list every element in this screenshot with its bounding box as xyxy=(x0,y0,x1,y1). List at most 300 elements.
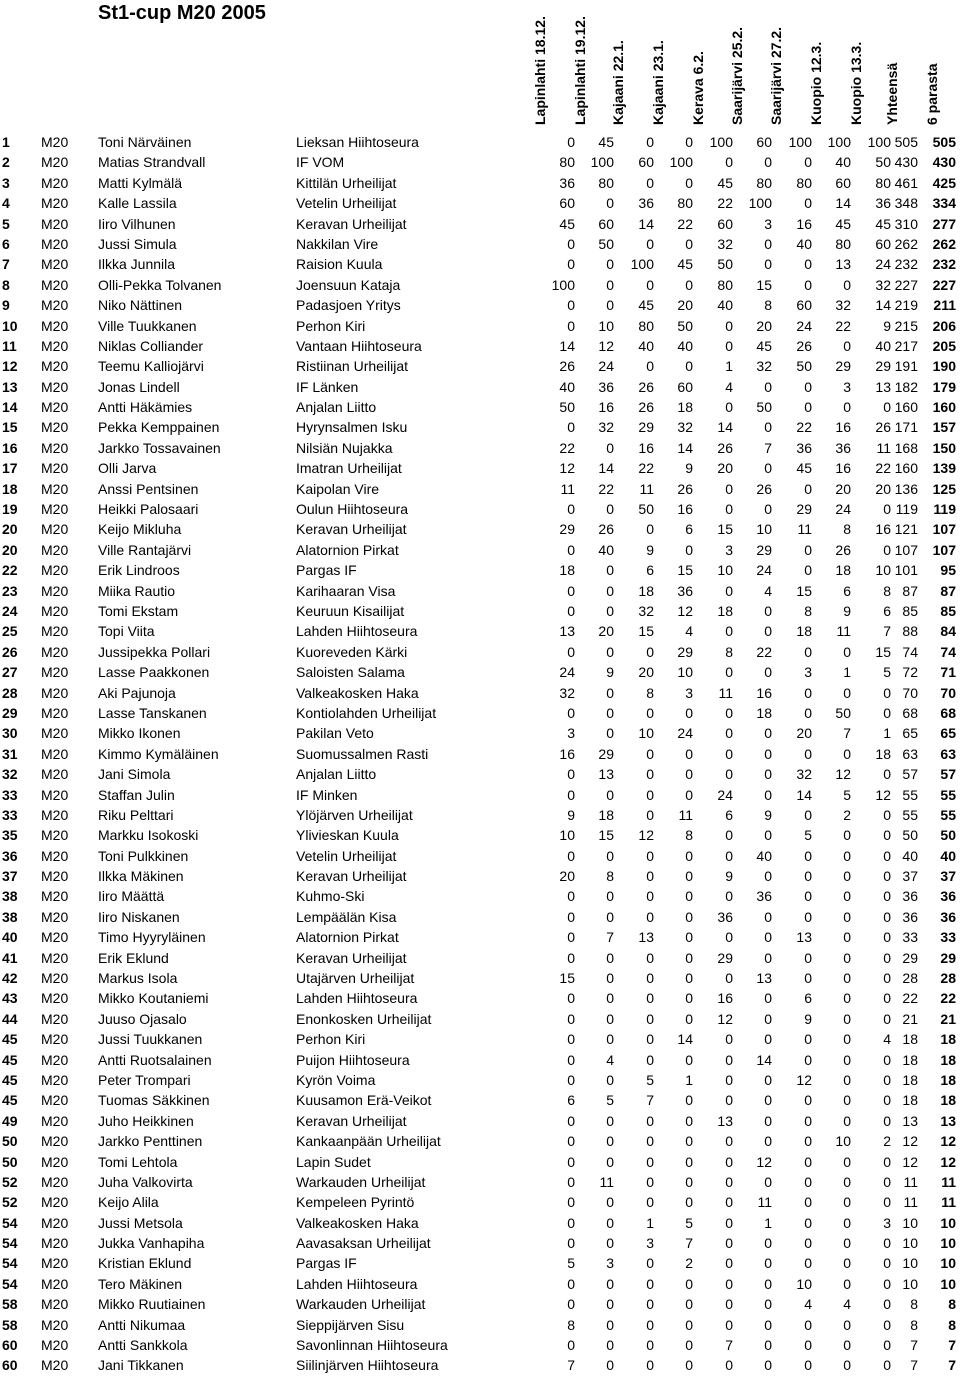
points-cell: 0 xyxy=(685,1194,693,1211)
club-name: Keuruun Kisailijat xyxy=(296,602,405,619)
points-cell: 0 xyxy=(843,1194,851,1211)
points-cell: 0 xyxy=(646,1275,654,1292)
column-header: Yhteensä xyxy=(884,62,900,125)
total-cell: 8 xyxy=(910,1296,918,1313)
points-cell: 60 xyxy=(677,378,693,395)
points-cell: 0 xyxy=(764,1316,772,1333)
points-cell: 3 xyxy=(567,725,575,742)
best-six-cell: 70 xyxy=(940,684,956,701)
total-cell: 182 xyxy=(894,378,918,395)
best-six-cell: 71 xyxy=(940,664,956,681)
table-row xyxy=(0,703,960,723)
total-cell: 33 xyxy=(902,929,918,946)
points-cell: 0 xyxy=(567,501,575,518)
points-cell: 5 xyxy=(685,1214,693,1231)
points-cell: 1 xyxy=(764,1214,772,1231)
points-cell: 0 xyxy=(567,704,575,721)
points-cell: 0 xyxy=(725,1316,733,1333)
points-cell: 0 xyxy=(725,888,733,905)
total-cell: 68 xyxy=(902,704,918,721)
athlete-name: Erik Eklund xyxy=(98,949,169,966)
total-cell: 28 xyxy=(902,970,918,987)
points-cell: 0 xyxy=(764,929,772,946)
club-name: IF Minken xyxy=(296,786,358,803)
points-cell: 0 xyxy=(567,1153,575,1170)
rank-cell: 10 xyxy=(2,317,18,334)
column-header: Kuopio 12.3. xyxy=(808,41,824,125)
points-cell: 0 xyxy=(606,908,614,925)
points-cell: 0 xyxy=(843,1092,851,1109)
points-cell: 0 xyxy=(843,337,851,354)
table-row xyxy=(0,927,960,947)
points-cell: 0 xyxy=(883,1357,891,1374)
total-cell: 37 xyxy=(902,868,918,885)
best-six-cell: 7 xyxy=(948,1357,956,1374)
points-cell: 0 xyxy=(646,1112,654,1129)
points-cell: 9 xyxy=(646,541,654,558)
points-cell: 0 xyxy=(646,949,654,966)
points-cell: 45 xyxy=(598,134,614,150)
points-cell: 0 xyxy=(843,1337,851,1354)
class-cell: M20 xyxy=(41,460,69,477)
points-cell: 6 xyxy=(843,582,851,599)
points-cell: 32 xyxy=(598,419,614,436)
points-cell: 0 xyxy=(764,602,772,619)
points-cell: 0 xyxy=(764,1337,772,1354)
table-row xyxy=(0,499,960,519)
points-cell: 0 xyxy=(646,1316,654,1333)
rank-cell: 54 xyxy=(2,1214,18,1231)
athlete-name: Ville Rantajärvi xyxy=(98,541,192,558)
best-six-cell: 55 xyxy=(940,806,956,823)
best-six-cell: 95 xyxy=(940,562,956,579)
points-cell: 22 xyxy=(835,317,851,334)
best-six-cell: 11 xyxy=(941,1194,956,1211)
points-cell: 0 xyxy=(685,888,693,905)
points-cell: 0 xyxy=(606,501,614,518)
total-cell: 10 xyxy=(902,1275,918,1292)
class-cell: M20 xyxy=(41,1255,69,1272)
total-cell: 160 xyxy=(894,460,918,477)
points-cell: 0 xyxy=(606,786,614,803)
points-cell: 0 xyxy=(883,1071,891,1088)
athlete-name: Ville Tuukkanen xyxy=(98,317,197,334)
points-cell: 18 xyxy=(717,602,733,619)
points-cell: 0 xyxy=(606,1296,614,1313)
points-cell: 50 xyxy=(717,256,733,273)
points-cell: 80 xyxy=(717,276,733,293)
rank-cell: 18 xyxy=(2,480,18,497)
class-cell: M20 xyxy=(41,643,69,660)
points-cell: 0 xyxy=(567,1010,575,1027)
class-cell: M20 xyxy=(41,154,69,171)
points-cell: 24 xyxy=(559,664,575,681)
points-cell: 11 xyxy=(797,521,812,538)
points-cell: 9 xyxy=(685,460,693,477)
points-cell: 14 xyxy=(598,460,614,477)
points-cell: 0 xyxy=(567,582,575,599)
points-cell: 0 xyxy=(685,1275,693,1292)
points-cell: 0 xyxy=(843,868,851,885)
points-cell: 80 xyxy=(756,174,772,191)
points-cell: 24 xyxy=(756,562,772,579)
points-cell: 0 xyxy=(725,1092,733,1109)
club-name: Keravan Urheilijat xyxy=(296,1112,407,1129)
class-cell: M20 xyxy=(41,990,69,1007)
points-cell: 2 xyxy=(685,1255,693,1272)
points-cell: 2 xyxy=(843,806,851,823)
points-cell: 0 xyxy=(804,949,812,966)
points-cell: 0 xyxy=(804,868,812,885)
rank-cell: 20 xyxy=(2,521,18,538)
best-six-cell: 425 xyxy=(932,174,956,191)
class-cell: M20 xyxy=(41,1337,69,1354)
club-name: Lahden Hiihtoseura xyxy=(296,623,418,640)
points-cell: 0 xyxy=(646,1051,654,1068)
points-cell: 10 xyxy=(638,725,654,742)
points-cell: 0 xyxy=(804,1337,812,1354)
points-cell: 0 xyxy=(567,990,575,1007)
points-cell: 0 xyxy=(725,480,733,497)
club-name: IF Länken xyxy=(296,378,359,395)
points-cell: 0 xyxy=(685,1051,693,1068)
points-cell: 9 xyxy=(764,806,772,823)
best-six-cell: 205 xyxy=(932,337,956,354)
best-six-cell: 10 xyxy=(940,1255,956,1272)
best-six-cell: 119 xyxy=(933,501,956,518)
class-cell: M20 xyxy=(41,1010,69,1027)
table-row xyxy=(0,805,960,825)
total-cell: 160 xyxy=(894,399,918,416)
points-cell: 0 xyxy=(764,1010,772,1027)
class-cell: M20 xyxy=(41,297,69,314)
points-cell: 0 xyxy=(804,908,812,925)
total-cell: 7 xyxy=(910,1337,918,1354)
club-name: Pargas IF xyxy=(296,562,357,579)
points-cell: 24 xyxy=(598,358,614,375)
points-cell: 26 xyxy=(717,439,733,456)
points-cell: 0 xyxy=(567,847,575,864)
rank-cell: 16 xyxy=(2,439,18,456)
points-cell: 0 xyxy=(843,399,851,416)
points-cell: 0 xyxy=(646,1010,654,1027)
column-header: Lapinlahti 18.12. xyxy=(532,16,548,125)
points-cell: 15 xyxy=(756,276,772,293)
rank-cell: 23 xyxy=(2,582,18,599)
points-cell: 0 xyxy=(646,1255,654,1272)
points-cell: 9 xyxy=(883,317,891,334)
points-cell: 60 xyxy=(875,235,891,252)
points-cell: 15 xyxy=(677,562,693,579)
table-row xyxy=(0,438,960,458)
points-cell: 100 xyxy=(709,134,733,150)
points-cell: 60 xyxy=(717,215,733,232)
points-cell: 0 xyxy=(804,1051,812,1068)
total-cell: 36 xyxy=(902,888,918,905)
column-header: Kuopio 13.3. xyxy=(848,41,864,125)
points-cell: 0 xyxy=(567,1112,575,1129)
points-cell: 14 xyxy=(677,1031,693,1048)
column-header: 6 parasta xyxy=(924,63,940,125)
total-cell: 40 xyxy=(902,847,918,864)
rank-cell: 20 xyxy=(2,541,18,558)
best-six-cell: 139 xyxy=(932,460,956,477)
points-cell: 0 xyxy=(883,1296,891,1313)
points-cell: 18 xyxy=(559,562,575,579)
class-cell: M20 xyxy=(41,582,69,599)
club-name: Lempäälän Kisa xyxy=(296,908,397,925)
points-cell: 0 xyxy=(843,827,851,844)
table-row xyxy=(0,1009,960,1029)
best-six-cell: 7 xyxy=(948,1337,956,1354)
rank-cell: 19 xyxy=(2,501,18,518)
club-name: Pakilan Veto xyxy=(296,725,374,742)
points-cell: 0 xyxy=(606,276,614,293)
points-cell: 0 xyxy=(606,562,614,579)
points-cell: 15 xyxy=(717,521,733,538)
points-cell: 20 xyxy=(756,317,772,334)
table-row xyxy=(0,1213,960,1233)
points-cell: 11 xyxy=(639,480,654,497)
points-cell: 13 xyxy=(598,766,614,783)
athlete-name: Iiro Vilhunen xyxy=(98,215,176,232)
points-cell: 0 xyxy=(567,929,575,946)
club-name: Keravan Urheilijat xyxy=(296,949,407,966)
club-name: Savonlinnan Hiihtoseura xyxy=(296,1337,448,1354)
rank-cell: 52 xyxy=(2,1173,18,1190)
points-cell: 0 xyxy=(764,908,772,925)
rank-cell: 36 xyxy=(2,847,18,864)
points-cell: 6 xyxy=(804,990,812,1007)
club-name: Vetelin Urheilijat xyxy=(296,195,397,212)
points-cell: 1 xyxy=(725,358,733,375)
club-name: Lahden Hiihtoseura xyxy=(296,1275,418,1292)
class-cell: M20 xyxy=(41,134,69,150)
points-cell: 8 xyxy=(843,521,851,538)
rank-cell: 12 xyxy=(2,358,18,375)
points-cell: 7 xyxy=(883,623,891,640)
points-cell: 0 xyxy=(843,949,851,966)
points-cell: 80 xyxy=(638,317,654,334)
total-cell: 18 xyxy=(902,1071,918,1088)
rank-cell: 54 xyxy=(2,1275,18,1292)
athlete-name: Olli-Pekka Tolvanen xyxy=(98,276,222,293)
athlete-name: Juha Valkovirta xyxy=(98,1173,193,1190)
club-name: IF VOM xyxy=(296,154,345,171)
points-cell: 18 xyxy=(835,562,851,579)
rank-cell: 54 xyxy=(2,1255,18,1272)
points-cell: 50 xyxy=(598,235,614,252)
total-cell: 55 xyxy=(902,806,918,823)
points-cell: 8 xyxy=(646,684,654,701)
points-cell: 0 xyxy=(567,256,575,273)
club-name: Ylöjärven Urheilijat xyxy=(296,806,413,823)
points-cell: 16 xyxy=(875,521,891,538)
total-cell: 227 xyxy=(894,276,918,293)
best-six-cell: 232 xyxy=(932,256,956,273)
points-cell: 0 xyxy=(606,1153,614,1170)
points-cell: 29 xyxy=(598,745,614,762)
rank-cell: 24 xyxy=(2,602,18,619)
club-name: Anjalan Liitto xyxy=(296,766,377,783)
points-cell: 0 xyxy=(606,297,614,314)
total-cell: 10 xyxy=(902,1235,918,1252)
athlete-name: Mikko Koutaniemi xyxy=(98,990,209,1007)
column-header: Saarijärvi 27.2. xyxy=(768,26,784,125)
best-six-cell: 13 xyxy=(940,1112,956,1129)
rank-cell: 29 xyxy=(2,704,18,721)
best-six-cell: 65 xyxy=(940,725,956,742)
points-cell: 60 xyxy=(796,297,812,314)
points-cell: 0 xyxy=(685,174,693,191)
points-cell: 0 xyxy=(567,908,575,925)
table-row xyxy=(0,948,960,968)
points-cell: 0 xyxy=(646,766,654,783)
points-cell: 0 xyxy=(883,704,891,721)
total-cell: 11 xyxy=(903,1173,918,1190)
points-cell: 1 xyxy=(646,1214,654,1231)
points-cell: 9 xyxy=(843,602,851,619)
rank-cell: 11 xyxy=(2,337,17,354)
points-cell: 0 xyxy=(567,317,575,334)
total-cell: 171 xyxy=(894,419,918,436)
total-cell: 217 xyxy=(894,337,918,354)
club-name: Raision Kuula xyxy=(296,256,383,273)
points-cell: 0 xyxy=(567,1337,575,1354)
points-cell: 0 xyxy=(725,1173,733,1190)
club-name: Vantaan Hiihtoseura xyxy=(296,337,422,354)
points-cell: 14 xyxy=(756,1051,772,1068)
points-cell: 0 xyxy=(883,1337,891,1354)
points-cell: 0 xyxy=(725,582,733,599)
points-cell: 6 xyxy=(646,562,654,579)
total-cell: 119 xyxy=(895,501,918,518)
table-row xyxy=(0,1274,960,1294)
points-cell: 0 xyxy=(606,704,614,721)
club-name: Nakkilan Vire xyxy=(296,235,379,252)
points-cell: 20 xyxy=(598,623,614,640)
column-header: Lapinlahti 19.12. xyxy=(572,16,588,125)
points-cell: 80 xyxy=(875,174,891,191)
points-cell: 0 xyxy=(764,1357,772,1374)
best-six-cell: 55 xyxy=(940,786,956,803)
column-header: Kerava 6.2. xyxy=(690,51,706,125)
best-six-cell: 12 xyxy=(940,1153,956,1170)
rank-cell: 32 xyxy=(2,766,18,783)
points-cell: 0 xyxy=(804,1357,812,1374)
points-cell: 0 xyxy=(725,1214,733,1231)
points-cell: 0 xyxy=(646,888,654,905)
rank-cell: 58 xyxy=(2,1296,18,1313)
points-cell: 0 xyxy=(764,1235,772,1252)
points-cell: 32 xyxy=(796,766,812,783)
points-cell: 0 xyxy=(764,766,772,783)
points-cell: 0 xyxy=(606,949,614,966)
points-cell: 0 xyxy=(567,766,575,783)
points-cell: 26 xyxy=(796,337,812,354)
points-cell: 32 xyxy=(559,684,575,701)
table-row xyxy=(0,479,960,499)
points-cell: 22 xyxy=(598,480,614,497)
total-cell: 11 xyxy=(903,1194,918,1211)
best-six-cell: 10 xyxy=(940,1275,956,1292)
club-name: Aavasaksan Urheilijat xyxy=(296,1235,431,1252)
points-cell: 16 xyxy=(756,684,772,701)
points-cell: 0 xyxy=(804,847,812,864)
athlete-name: Antti Sankkola xyxy=(98,1337,188,1354)
points-cell: 60 xyxy=(835,174,851,191)
points-cell: 0 xyxy=(764,725,772,742)
points-cell: 4 xyxy=(725,378,733,395)
athlete-name: Olli Jarva xyxy=(98,460,157,477)
best-six-cell: 28 xyxy=(940,970,956,987)
athlete-name: Jarkko Penttinen xyxy=(98,1133,203,1150)
club-name: Siilinjärven Hiihtoseura xyxy=(296,1357,439,1374)
athlete-name: Miika Rautio xyxy=(98,582,176,599)
club-name: Lieksan Hiihtoseura xyxy=(296,134,419,150)
club-name: Keravan Urheilijat xyxy=(296,868,407,885)
column-header: Saarijärvi 25.2. xyxy=(729,26,745,125)
points-cell: 20 xyxy=(559,868,575,885)
points-cell: 12 xyxy=(875,786,891,803)
points-cell: 100 xyxy=(748,195,772,212)
points-cell: 0 xyxy=(804,970,812,987)
table-row xyxy=(0,581,960,601)
points-cell: 0 xyxy=(843,908,851,925)
points-cell: 0 xyxy=(646,868,654,885)
points-cell: 0 xyxy=(685,1357,693,1374)
class-cell: M20 xyxy=(41,664,69,681)
rank-cell: 30 xyxy=(2,725,18,742)
points-cell: 32 xyxy=(756,358,772,375)
athlete-name: Tuomas Säkkinen xyxy=(98,1092,210,1109)
club-name: Perhon Kiri xyxy=(296,1031,366,1048)
club-name: Keravan Urheilijat xyxy=(296,521,407,538)
results-table xyxy=(0,132,960,1376)
table-row xyxy=(0,193,960,213)
points-cell: 0 xyxy=(685,704,693,721)
points-cell: 16 xyxy=(835,419,851,436)
points-cell: 22 xyxy=(638,460,654,477)
total-cell: 348 xyxy=(894,195,918,212)
points-cell: 40 xyxy=(598,541,614,558)
best-six-cell: 107 xyxy=(932,541,956,558)
points-cell: 0 xyxy=(567,1235,575,1252)
points-cell: 45 xyxy=(717,174,733,191)
points-cell: 45 xyxy=(756,337,772,354)
best-six-cell: 227 xyxy=(932,276,956,293)
points-cell: 20 xyxy=(796,725,812,742)
class-cell: M20 xyxy=(41,317,69,334)
points-cell: 0 xyxy=(883,1092,891,1109)
club-name: Puijon Hiihtoseura xyxy=(296,1051,410,1068)
points-cell: 10 xyxy=(717,562,733,579)
points-cell: 0 xyxy=(883,1255,891,1272)
points-cell: 20 xyxy=(875,480,891,497)
club-name: Alatornion Pirkat xyxy=(296,929,399,946)
points-cell: 0 xyxy=(764,419,772,436)
total-cell: 50 xyxy=(902,827,918,844)
total-cell: 505 xyxy=(894,134,918,150)
points-cell: 11 xyxy=(836,623,851,640)
best-six-cell: 262 xyxy=(932,235,956,252)
athlete-name: Juho Heikkinen xyxy=(98,1112,194,1129)
points-cell: 50 xyxy=(756,399,772,416)
points-cell: 0 xyxy=(567,786,575,803)
points-cell: 26 xyxy=(559,358,575,375)
best-six-cell: 18 xyxy=(940,1092,956,1109)
points-cell: 0 xyxy=(804,643,812,660)
